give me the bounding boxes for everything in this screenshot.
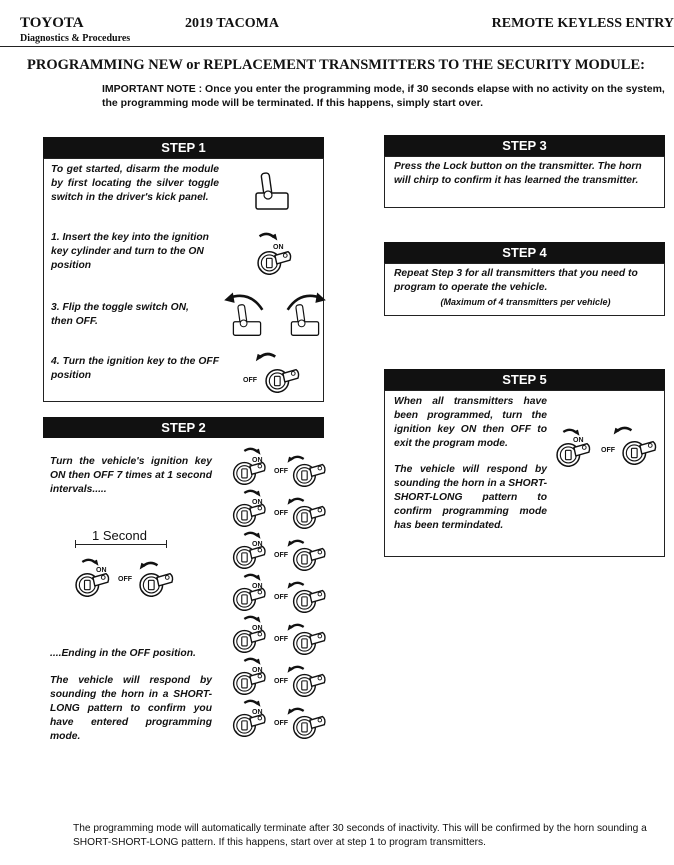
step2-ending: ....Ending in the OFF position. xyxy=(50,648,196,659)
on-label: ON xyxy=(252,457,263,464)
header-section: REMOTE KEYLESS ENTRY xyxy=(491,16,674,31)
key-pair xyxy=(230,656,330,698)
ignition-key-icon xyxy=(290,586,328,615)
important-note: IMPORTANT NOTE : Once you enter the programming mode, if 30 seconds elapse with no activity on the system, the programming mode will be terminated. If this happens, simply start over. xyxy=(102,83,665,109)
off-label: OFF xyxy=(274,552,288,559)
header-model: 2019 TACOMA xyxy=(185,16,279,31)
ignition-key-icon xyxy=(553,439,593,469)
ignition-key-icon xyxy=(136,569,176,599)
off-label: OFF xyxy=(274,678,288,685)
timing-tick-right xyxy=(166,540,167,548)
step1-heading: STEP 1 xyxy=(43,137,324,158)
arrow-clockwise-icon xyxy=(257,231,279,245)
off-label: OFF xyxy=(274,510,288,517)
ignition-key-icon xyxy=(230,668,268,697)
header-divider xyxy=(0,46,674,47)
step3-text: Press the Lock button on the transmitter. The horn will chirp to confirm it has learned the transmitter. xyxy=(394,161,642,186)
step5-heading: STEP 5 xyxy=(384,369,665,390)
step1-intro: To get started, disarm the module by first locating the silver toggle switch in the driver's kick panel. xyxy=(51,164,219,203)
header-brand: TOYOTA xyxy=(20,15,84,31)
step4-text: Repeat Step 3 for all transmitters that you need to program to operate the vehicle. xyxy=(394,268,638,293)
ignition-key-icon xyxy=(262,365,302,395)
off-label: OFF xyxy=(274,594,288,601)
off-label: OFF xyxy=(601,447,615,454)
on-label: ON xyxy=(252,583,263,590)
ignition-key-icon xyxy=(72,569,112,599)
ignition-key-icon xyxy=(290,502,328,531)
step5-text-response: The vehicle will respond by sounding the horn in a SHORT-SHORT-LONG pattern to confirm programming mode has been termindated. xyxy=(394,464,547,531)
off-label: OFF xyxy=(274,468,288,475)
ignition-key-icon xyxy=(290,460,328,489)
on-label: ON xyxy=(96,567,107,574)
on-label: ON xyxy=(252,541,263,548)
timing-line xyxy=(75,544,167,545)
on-label: ON xyxy=(252,667,263,674)
ignition-key-icon xyxy=(290,544,328,573)
step4-note: (Maximum of 4 transmitters per vehicle) xyxy=(440,297,611,307)
ignition-key-icon xyxy=(230,500,268,529)
key-pair xyxy=(230,698,330,740)
ignition-key-icon xyxy=(230,458,268,487)
ignition-key-icon xyxy=(230,584,268,613)
key-sequence xyxy=(230,446,330,751)
timing-label: 1 Second xyxy=(92,528,147,543)
header-subtitle: Diagnostics & Procedures xyxy=(20,33,131,44)
page-title: PROGRAMMING NEW or REPLACEMENT TRANSMITTERS TO THE SECURITY MODULE: xyxy=(27,57,645,73)
ignition-key-icon xyxy=(230,710,268,739)
step1-item-key-off: 4. Turn the ignition key to the OFF position xyxy=(51,356,219,381)
key-pair xyxy=(230,530,330,572)
key-pair xyxy=(230,446,330,488)
arrow-counterclockwise-icon xyxy=(254,351,278,366)
step4-heading: STEP 4 xyxy=(384,242,665,263)
step3-box xyxy=(384,156,665,208)
on-label: ON xyxy=(252,499,263,506)
ignition-key-icon xyxy=(290,670,328,699)
on-label: ON xyxy=(273,244,284,251)
key-pair xyxy=(230,572,330,614)
ignition-key-icon xyxy=(230,542,268,571)
step3-heading: STEP 3 xyxy=(384,135,665,156)
off-label: OFF xyxy=(118,576,132,583)
on-label: ON xyxy=(573,437,584,444)
step2-response: The vehicle will respond by sounding the horn in a SHORT-LONG pattern to confirm you have entered programming mode. xyxy=(50,675,212,742)
ignition-key-icon xyxy=(254,247,294,277)
on-label: ON xyxy=(252,709,263,716)
step4-box xyxy=(384,263,665,316)
step1-item-insert-key: 1. Insert the key into the ignition key cylinder and turn to the ON position xyxy=(51,232,209,271)
step1-item-flip-toggle: 3. Flip the toggle switch ON, then OFF. xyxy=(51,302,189,327)
ignition-key-icon xyxy=(230,626,268,655)
on-label: ON xyxy=(252,625,263,632)
footer-note: The programming mode will automatically terminate after 30 seconds of inactivity. This will be confirmed by the horn sounding a SHORT-SHORT-LONG pattern. If this happens, start over at step 1 to program transmitters. xyxy=(73,823,647,848)
ignition-key-icon xyxy=(290,628,328,657)
step5-text-exit: When all transmitters have been programmed, turn the ignition key ON then OFF to exit the program mode. xyxy=(394,396,547,449)
ignition-key-icon xyxy=(290,712,328,741)
off-label: OFF xyxy=(274,720,288,727)
off-label: OFF xyxy=(243,377,257,384)
key-pair xyxy=(230,488,330,530)
toggle-switch-off-icon xyxy=(288,301,322,339)
toggle-switch-on-icon xyxy=(230,301,264,339)
timing-tick-left xyxy=(75,540,76,548)
ignition-key-icon xyxy=(619,437,659,467)
toggle-switch-icon xyxy=(252,169,292,213)
off-label: OFF xyxy=(274,636,288,643)
step1-box xyxy=(43,158,324,402)
step2-heading: STEP 2 xyxy=(43,417,324,438)
step5-box xyxy=(384,390,665,557)
step2-instructions: Turn the vehicle's ignition key ON then OFF 7 times at 1 second intervals..... xyxy=(50,456,212,495)
key-pair xyxy=(230,614,330,656)
